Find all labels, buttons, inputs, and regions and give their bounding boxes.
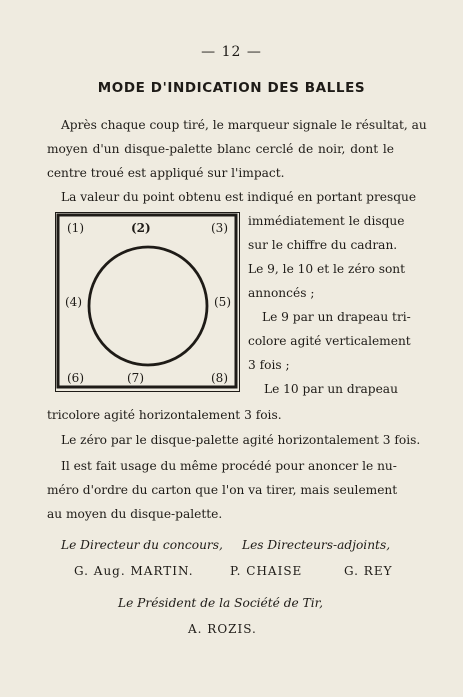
section-title: MODE D'INDICATION DES BALLES — [97, 80, 366, 96]
paragraph-2-wrap-line-6: colore agité verticalement — [248, 334, 411, 348]
paragraph-1-line-3: centre troué est appliqué sur l'impact. — [47, 166, 285, 180]
dial-label-7: (7) — [127, 371, 144, 385]
director-name: G. Aug. MARTIN. — [74, 564, 194, 578]
dial-label-5: (5) — [214, 295, 231, 309]
paragraph-2-end: tricolore agité horizontalement 3 fois. — [47, 408, 282, 422]
president-name: A. ROZIS. — [188, 622, 257, 636]
paragraph-2-wrap-line-5: Le 9 par un drapeau tri- — [262, 310, 411, 324]
dial-label-8: (8) — [211, 371, 228, 385]
paragraph-4-line-3: au moyen du disque-palette. — [47, 507, 223, 521]
paragraph-3: Le zéro par le disque-palette agité horizontalement 3 fois. — [61, 433, 421, 447]
paragraph-2-wrap-line-8: Le 10 par un drapeau — [264, 382, 398, 396]
dial-frame — [55, 212, 241, 394]
paragraph-4-line-2: méro d'ordre du carton que l'on va tirer, mais seulement — [47, 483, 398, 497]
page-number: — 12 — — [201, 44, 262, 60]
deputies-title: Les Directeurs-adjoints, — [242, 538, 391, 552]
paragraph-4-line-1: Il est fait usage du même procédé pour anoncer le nu- — [61, 459, 397, 473]
paragraph-2-wrap-line-3: Le 9, le 10 et le zéro sont — [248, 262, 406, 276]
paragraph-2-wrap-line-4: annoncés ; — [248, 286, 315, 300]
president-title: Le Président de la Société de Tir, — [118, 596, 324, 610]
deputy-1-name: P. CHAISE — [230, 564, 303, 578]
dial-label-3: (3) — [211, 221, 228, 235]
paragraph-2-intro: La valeur du point obtenu est indiqué en portant presque — [61, 190, 417, 204]
dial-label-1: (1) — [67, 221, 84, 235]
paragraph-2-wrap-line-2: sur le chiffre du cadran. — [248, 238, 398, 252]
paragraph-1-line-1: Après chaque coup tiré, le marqueur signale le résultat, au — [61, 118, 427, 132]
dial-label-2: (2) — [131, 221, 151, 235]
dial-label-4: (4) — [65, 295, 82, 309]
dial-label-6: (6) — [67, 371, 84, 385]
scoring-dial-diagram — [55, 212, 241, 394]
deputy-2-name: G. REY — [344, 564, 393, 578]
paragraph-2-wrap-line-7: 3 fois ; — [248, 358, 290, 372]
paragraph-2-wrap-line-1: immédiatement le disque — [248, 214, 405, 228]
director-title: Le Directeur du concours, — [61, 538, 223, 552]
dial-circle — [89, 247, 207, 365]
paragraph-1-line-2: moyen d'un disque-palette blanc cerclé de noir, dont le — [47, 142, 394, 156]
